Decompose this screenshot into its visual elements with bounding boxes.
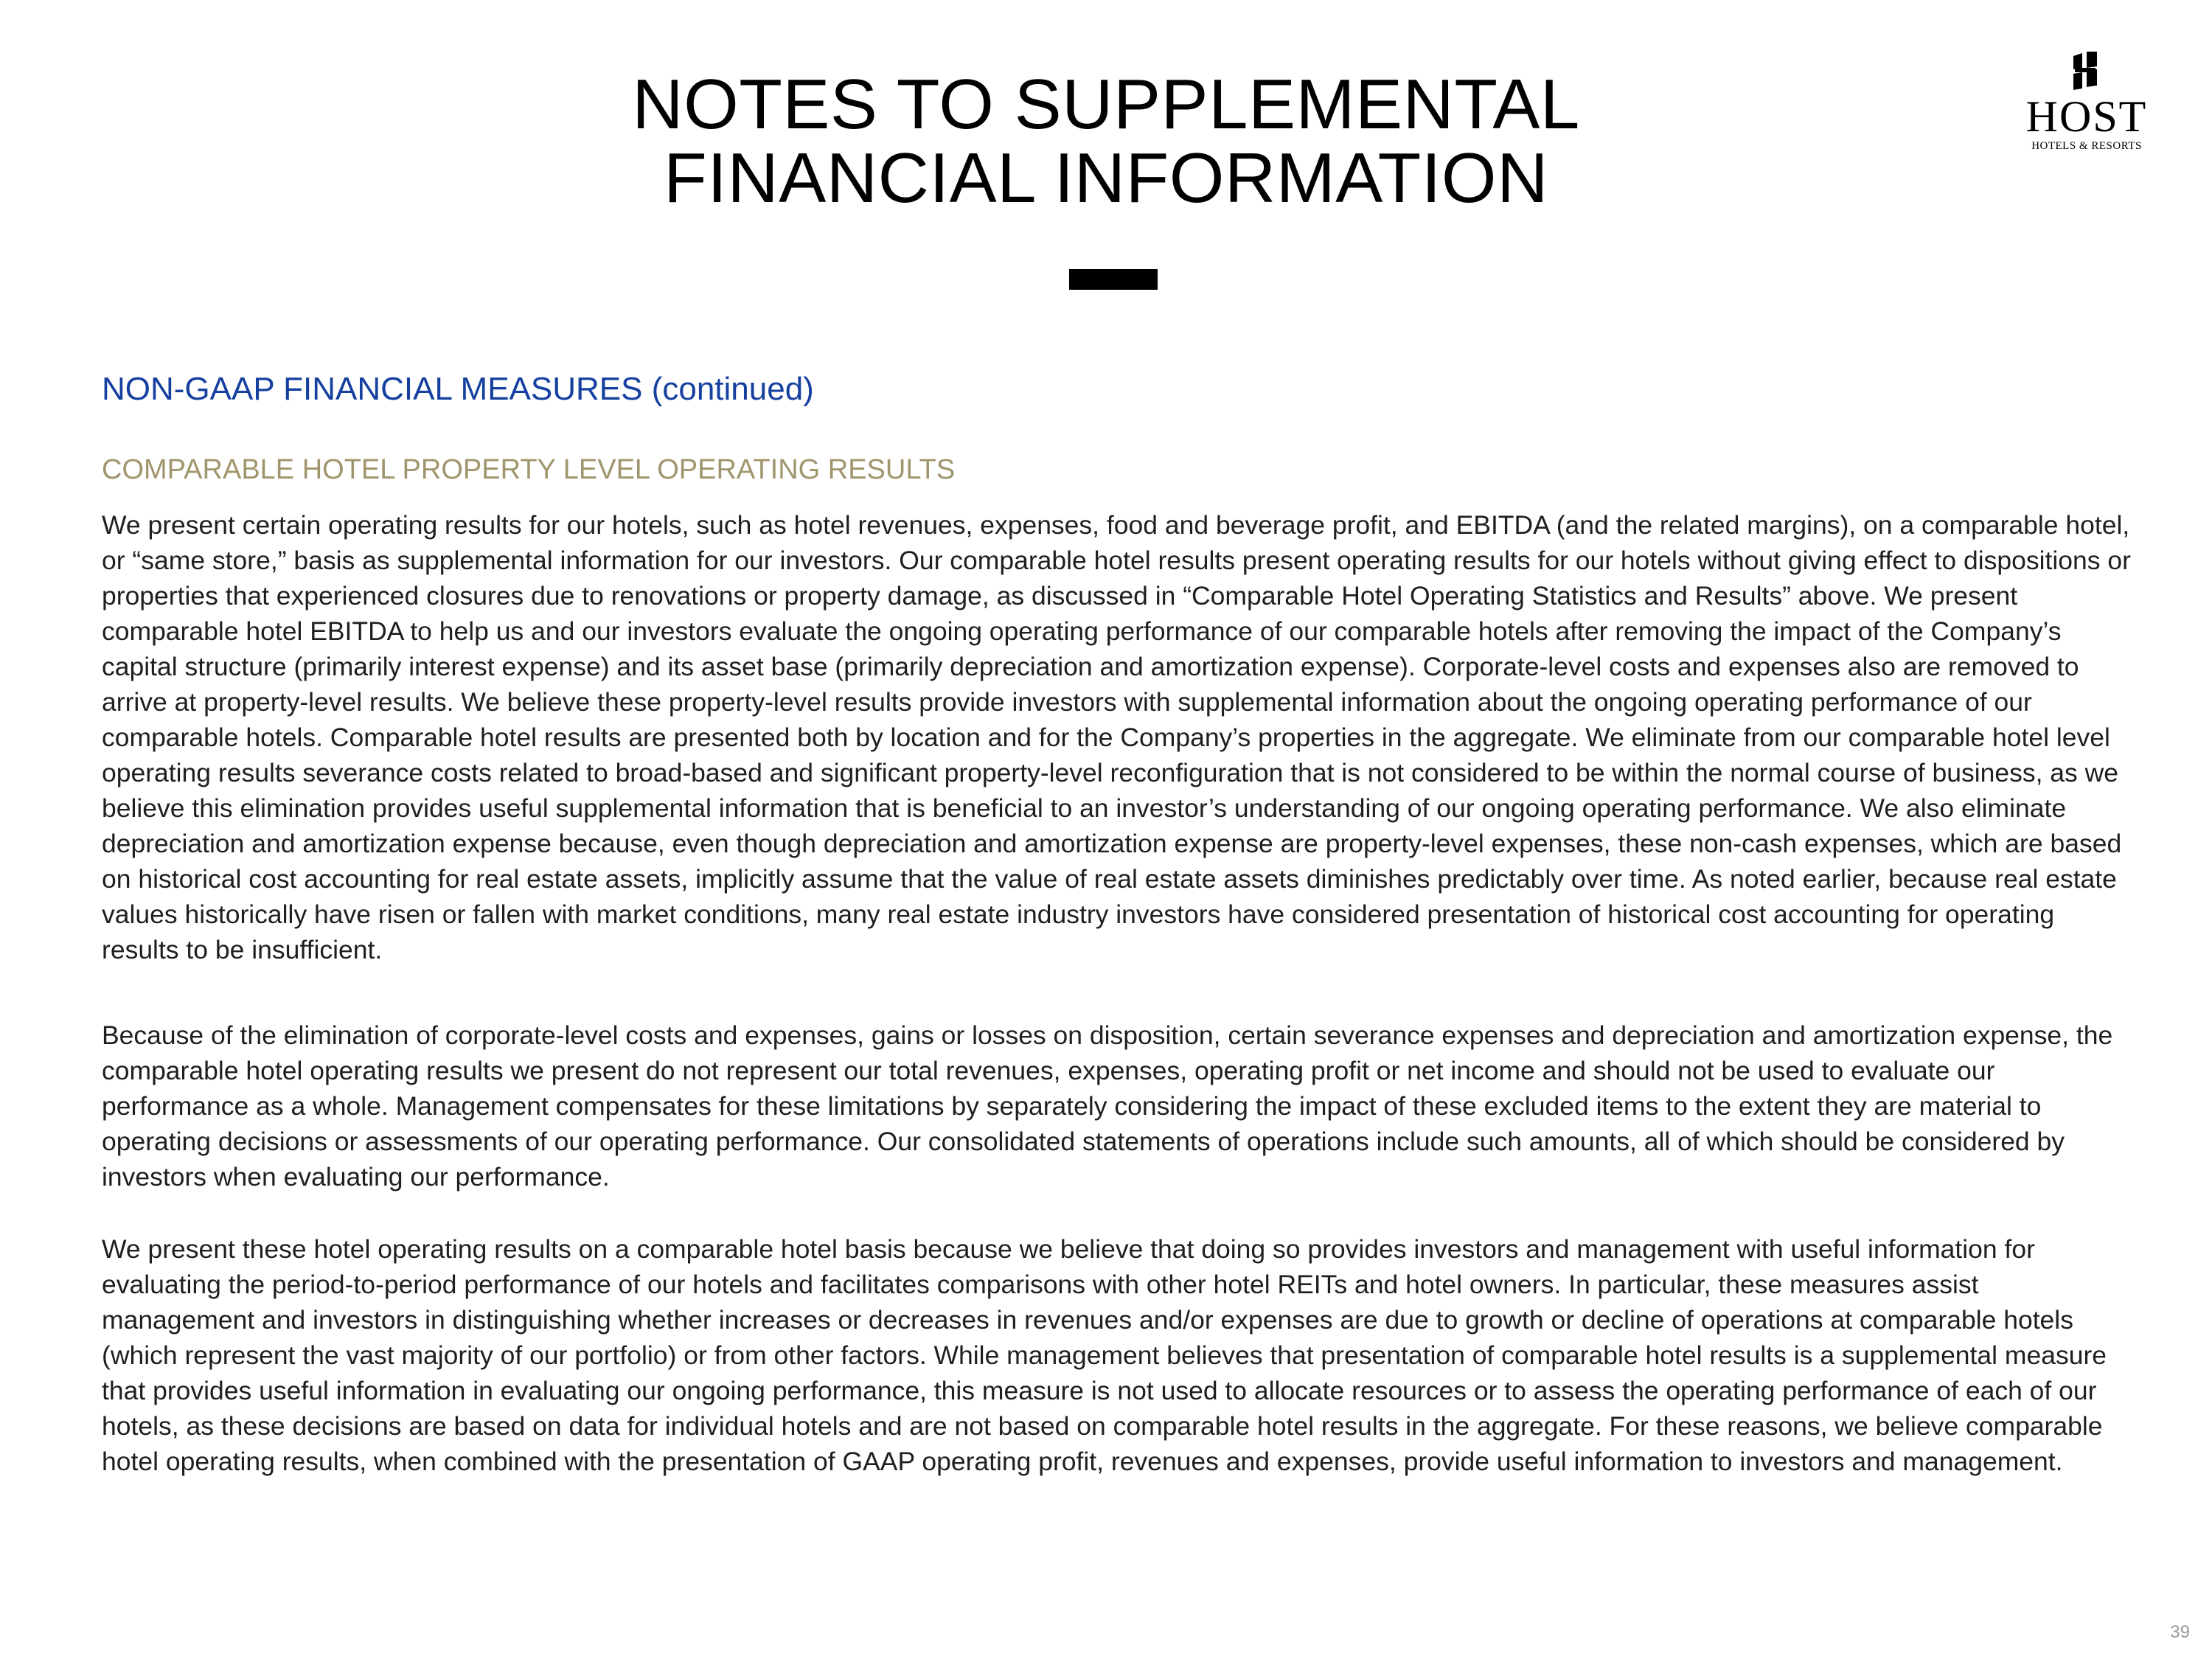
- logo-subtext: HOTELS & RESORTS: [2031, 140, 2142, 152]
- body-paragraph-1: We present certain operating results for our hotels, such as hotel revenues, expenses, food and beverage profit, and EBITDA (and the related margins), on a comparable hotel, or “same store,” basis as supplemental information for our investors. Our comparable hotel results present operating results for our hotels without giving effect to dispositions or properties that experienced closures due to renovations or property damage, as discussed in “Comparable Hotel Operating Statistics and Results” above. We present comparable hotel EBITDA to help us and our investors evaluate the ongoing operating performance of our comparable hotels after removing the impact of the Company’s capital structure (primarily interest expense) and its asset base (primarily depreciation and amortization expense). Corporate-level costs and expenses also are removed to arrive at property-level results. We believe these property-level results provide investors with supplemental information about the ongoing operating performance of our comparable hotels. Comparable hotel results are presented both by location and for the Company’s properties in the aggregate. We eliminate from our comparable hotel level operating results severance costs related to broad-based and significant property-level reconfiguration that is not considered to be within the normal course of business, as we believe this elimination provides useful supplemental information that is beneficial to an investor’s understanding of our ongoing operating performance. We also eliminate depreciation and amortization expense because, even though depreciation and amortization expense are property-level expenses, these non-cash expenses, which are based on historical cost accounting for real estate assets, implicitly assume that the value of real estate assets diminishes predictably over time. As noted earlier, because real estate values historically have risen or fallen with market conditions, many real estate industry investors have considered presentation of historical cost accounting for operating results to be insufficient.: [102, 510, 2131, 964]
- logo-wordmark: HOST: [2025, 92, 2148, 141]
- host-hotels-logo: [2013, 52, 2160, 162]
- host-hotels-building-icon: [2073, 52, 2097, 90]
- page-title-line-1: NOTES TO SUPPLEMENTAL: [632, 65, 1580, 144]
- section-heading: NON-GAAP FINANCIAL MEASURES (continued): [102, 371, 814, 407]
- page-title: [0, 65, 2212, 218]
- body-paragraph-3: We present these hotel operating results on a comparable hotel basis because we believe that doing so provides investors and management with useful information for evaluating the period-to-period performance of our hotels and facilitates comparisons with other hotel REITs and hotel owners. In particular, these measures assist management and investors in distinguishing whether increases or decreases in revenues and/or expenses are due to growth or decline of operations at comparable hotels (which represent the vast majority of our portfolio) or from other factors. While management believes that presentation of comparable hotel results is a supplemental measure that provides useful information in evaluating our ongoing performance, this measure is not used to allocate resources or to assess the operating performance of each of our hotels, as these decisions are based on data for individual hotels and are not based on comparable hotel results in the aggregate. For these reasons, we believe comparable hotel operating results, when combined with the presentation of GAAP operating profit, revenues and expenses, provide useful information to investors and management.: [102, 1234, 2107, 1476]
- section-subheading: COMPARABLE HOTEL PROPERTY LEVEL OPERATING RESULTS: [102, 454, 956, 485]
- title-underline-bar: [1069, 269, 1158, 290]
- body-paragraph-2: Because of the elimination of corporate-level costs and expenses, gains or losses on disposition, certain severance expenses and depreciation and amortization expense, the comparable hotel operating results we present do not represent our total revenues, expenses, operating profit or net income and should not be used to evaluate our performance as a whole. Management compensates for these limitations by separately considering the impact of these excluded items to the extent they are material to operating decisions or assessments of our operating performance. Our consolidated statements of operations include such amounts, all of which should be considered by investors when evaluating our performance.: [102, 1020, 2113, 1192]
- page-title-line-2: FINANCIAL INFORMATION: [664, 139, 1548, 218]
- page-number: 39: [2170, 1622, 2190, 1642]
